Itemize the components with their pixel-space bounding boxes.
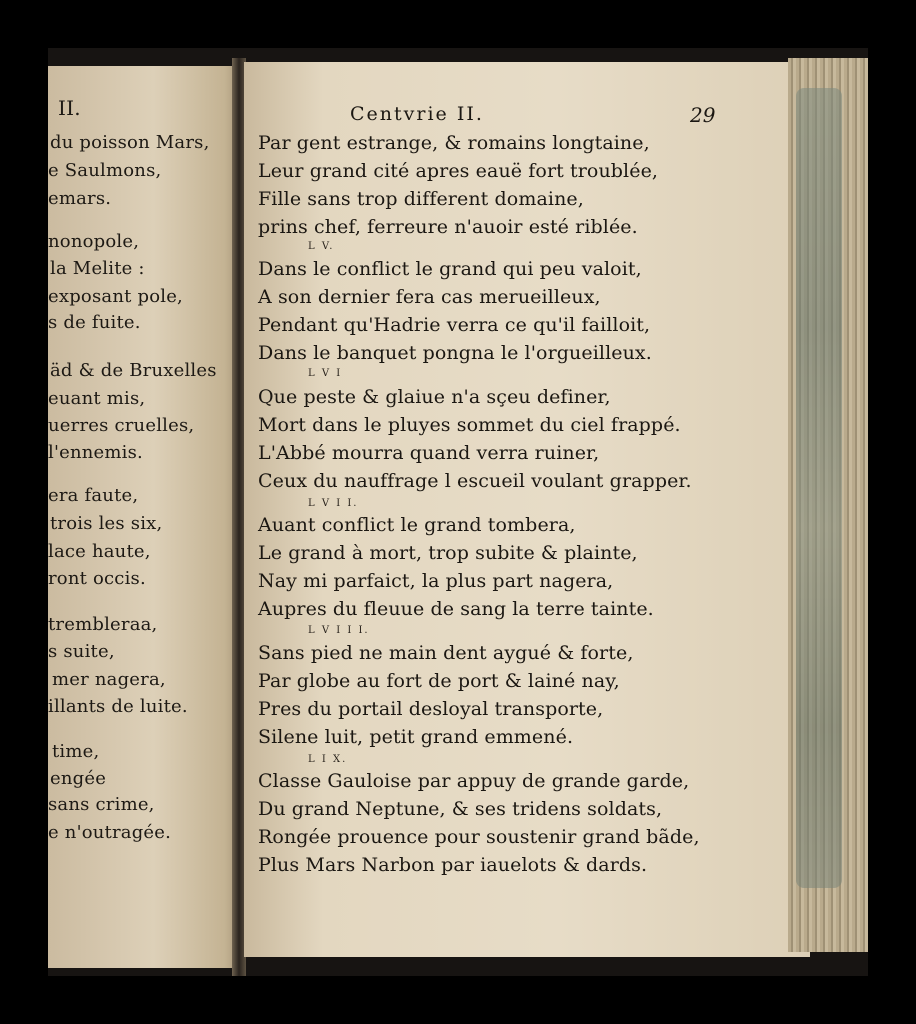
verse-line: Silene luit, petit grand emmené.: [258, 726, 574, 748]
left-line: lace haute,: [48, 541, 151, 562]
left-line: du poisson Mars,: [50, 132, 210, 153]
quatrain-number: L V I I.: [308, 498, 359, 509]
left-line: nonopole,: [48, 231, 140, 252]
left-page-heading: II.: [58, 96, 81, 120]
page-header: [250, 103, 740, 129]
left-line: e n'outragée.: [48, 822, 172, 843]
left-line: s de fuite.: [48, 312, 141, 333]
quatrain-number: L V I: [308, 368, 343, 379]
verse-line: Mort dans le pluyes sommet du ciel frappé.: [258, 414, 681, 436]
verse-line: Auant conflict le grand tombera,: [258, 514, 576, 536]
verse-line: Dans le banquet pongna le l'orgueilleux.: [258, 342, 652, 364]
left-line: la Melite :: [50, 258, 145, 279]
verse-line: Plus Mars Narbon par iauelots & dards.: [258, 854, 648, 876]
quatrain-number: L I X.: [308, 754, 348, 765]
verse-line: Que peste & glaiue n'a sçeu definer,: [258, 386, 611, 408]
verse-line: Fille sans trop different domaine,: [258, 188, 584, 210]
verse-line: Ceux du nauffrage l escueil voulant grapper.: [258, 470, 692, 492]
quatrain-number: L V.: [308, 241, 335, 252]
left-line: illants de luite.: [48, 696, 188, 717]
verse-line: Pendant qu'Hadrie verra ce qu'il failloit,: [258, 314, 651, 336]
verse-line: Par globe au fort de port & lainé nay,: [258, 670, 620, 692]
left-line: trois les six,: [50, 513, 163, 534]
verse-line: Aupres du fleuue de sang la terre tainte.: [258, 598, 654, 620]
left-line: exposant pole,: [48, 286, 183, 307]
left-page-text: [48, 48, 240, 950]
left-line: emars.: [48, 188, 112, 209]
left-line: l'ennemis.: [48, 442, 143, 463]
left-line: engée: [50, 768, 107, 789]
verse-line: Rongée prouence pour soustenir grand bãde,: [258, 826, 700, 848]
verse-line: Par gent estrange, & romains longtaine,: [258, 132, 650, 154]
verse-line: prins chef, ferreure n'auoir esté riblée.: [258, 216, 638, 238]
left-line: e Saulmons,: [48, 160, 162, 181]
quatrain-number: L V I I I.: [308, 625, 370, 636]
page-number: 29: [690, 103, 716, 127]
left-line: trembleraa,: [48, 614, 158, 635]
verse-line: Sans pied ne main dent aygué & forte,: [258, 642, 634, 664]
verse-line: Dans le conflict le grand qui peu valoit,: [258, 258, 642, 280]
left-line: euant mis,: [48, 388, 146, 409]
verse-line: Classe Gauloise par appuy de grande garde,: [258, 770, 690, 792]
running-head: Centvrie II.: [350, 103, 484, 125]
left-line: sans crime,: [48, 794, 155, 815]
verse-line: Du grand Neptune, & ses tridens soldats,: [258, 798, 663, 820]
verse-line: L'Abbé mourra quand verra ruiner,: [258, 442, 600, 464]
verse-line: Leur grand cité apres eauë fort troublée,: [258, 160, 659, 182]
verse-line: Le grand à mort, trop subite & plainte,: [258, 542, 638, 564]
verse-line: Pres du portail desloyal transporte,: [258, 698, 604, 720]
left-line: time,: [52, 741, 100, 762]
left-line: s suite,: [48, 641, 115, 662]
left-line: era faute,: [48, 485, 139, 506]
left-line: äd & de Bruxelles: [50, 360, 217, 381]
left-line: ront occis.: [48, 568, 146, 589]
verse-line: A son dernier fera cas merueilleux,: [258, 286, 601, 308]
left-line: mer nagera,: [52, 669, 166, 690]
book-photo: [48, 48, 868, 976]
verse-line: Nay mi parfaict, la plus part nagera,: [258, 570, 614, 592]
left-line: uerres cruelles,: [48, 415, 195, 436]
